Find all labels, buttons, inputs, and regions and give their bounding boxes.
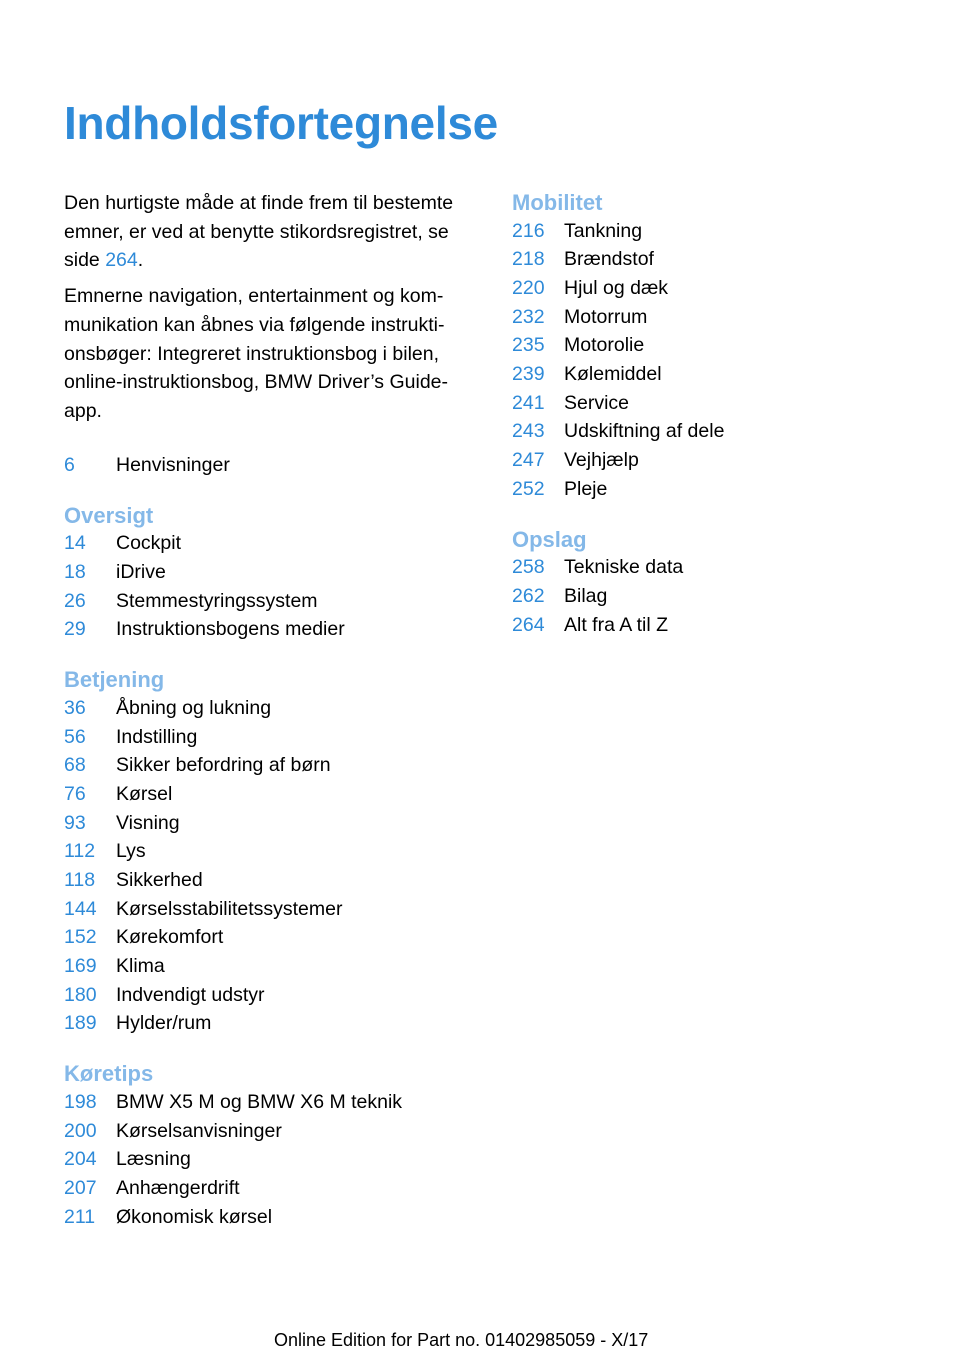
toc-page-number[interactable]: 216	[512, 219, 545, 242]
toc-entry-label[interactable]: Alt fra A til Z	[564, 613, 669, 636]
toc-entry-label[interactable]: Åbning og lukning	[116, 697, 272, 720]
toc-entry[interactable]	[64, 866, 484, 895]
toc-entry-label[interactable]: Motorolie	[564, 334, 645, 357]
toc-page-number[interactable]: 68	[64, 754, 86, 777]
toc-entry[interactable]	[512, 418, 932, 447]
toc-page-number[interactable]: 200	[64, 1119, 97, 1142]
toc-entry[interactable]	[512, 389, 932, 418]
toc-page-number[interactable]: 180	[64, 983, 97, 1006]
toc-entry-label[interactable]: iDrive	[116, 561, 166, 584]
toc-entry-label[interactable]: Sikker befordring af børn	[116, 754, 331, 777]
toc-entry-label[interactable]: Indvendigt udstyr	[116, 983, 265, 1006]
toc-entry-label[interactable]: Kørsel	[116, 783, 173, 806]
toc-entry[interactable]	[64, 616, 484, 645]
toc-entry-label[interactable]: Visning	[116, 811, 180, 834]
toc-entry-label[interactable]: Stemmestyringssystem	[116, 589, 318, 612]
toc-section-title: Oversigt	[64, 502, 154, 528]
toc-entry[interactable]	[64, 752, 484, 781]
toc-entry[interactable]	[512, 446, 932, 475]
toc-section-title: Opslag	[512, 526, 587, 552]
toc-page-number[interactable]: 198	[64, 1090, 97, 1113]
footer-edition-note: Online Edition for Part no. 01402985059 - X/17	[274, 1330, 649, 1350]
toc-page-number[interactable]: 247	[512, 449, 545, 472]
toc-entry[interactable]	[512, 274, 932, 303]
toc-entry[interactable]	[512, 332, 932, 361]
toc-page-number[interactable]: 144	[64, 897, 97, 920]
toc-entry-label[interactable]: Udskiftning af dele	[564, 420, 725, 443]
toc-entry[interactable]	[512, 554, 932, 583]
toc-entry[interactable]	[512, 582, 932, 611]
toc-section-title: Køretips	[64, 1061, 154, 1087]
page-title: Indholdsfortegnelse	[64, 97, 498, 149]
toc-entry[interactable]	[64, 1117, 484, 1146]
toc-section-title: Mobilitet	[512, 190, 603, 215]
toc-section	[64, 665, 484, 1038]
intro-paragraph-1	[64, 189, 484, 275]
toc-entry[interactable]	[64, 981, 484, 1010]
toc-entry-label[interactable]: Hjul og dæk	[564, 277, 669, 300]
toc-page-number[interactable]: 18	[64, 561, 86, 584]
toc-left-column	[64, 451, 484, 1252]
toc-entry-label[interactable]: Hylder/rum	[116, 1012, 212, 1035]
toc-entry-label[interactable]: Service	[564, 391, 630, 414]
toc-page-number[interactable]: 6	[64, 453, 75, 476]
toc-entry[interactable]	[64, 952, 484, 981]
toc-page-number[interactable]: 112	[64, 840, 96, 863]
intro-paragraph-2: Emnerne navigation, entertainment og kom-munikation kan åbnes via følgende instrukti-onsbøger: Integreret instruktionsbog i bilen, online-instruktionsbog, BMW Driver’s Guide-app.	[64, 285, 449, 422]
toc-entry-label[interactable]: Instruktionsbogens medier	[116, 618, 345, 641]
toc-page-number[interactable]: 262	[512, 585, 545, 608]
toc-page-number[interactable]: 36	[64, 697, 86, 720]
toc-page-number[interactable]: 258	[512, 556, 545, 579]
toc-entry[interactable]	[64, 530, 484, 559]
toc-page-number[interactable]: 264	[512, 613, 545, 636]
toc-section	[512, 188, 932, 504]
toc-entry-label[interactable]: Sikkerhed	[116, 869, 203, 892]
toc-entry-label[interactable]: Pleje	[564, 477, 608, 500]
toc-entry-label[interactable]: Henvisninger	[116, 453, 230, 476]
toc-section	[64, 1059, 484, 1231]
toc-page-number[interactable]: 207	[64, 1176, 97, 1199]
toc-entry[interactable]	[64, 451, 484, 480]
toc-entry[interactable]	[512, 611, 932, 640]
intro-text-after-link: .	[137, 249, 144, 272]
toc-page-number[interactable]: 26	[64, 589, 86, 612]
intro-text	[64, 189, 484, 433]
toc-entry-label[interactable]: Kørekomfort	[116, 926, 224, 949]
toc-entry-label[interactable]: Lys	[116, 840, 146, 863]
toc-entry[interactable]	[64, 924, 484, 953]
toc-page-number[interactable]: 152	[64, 926, 97, 949]
toc-page-number[interactable]: 93	[64, 811, 86, 834]
toc-entry[interactable]	[64, 1010, 484, 1039]
toc-entry[interactable]	[64, 1174, 484, 1203]
toc-entry[interactable]	[64, 780, 484, 809]
toc-page-number[interactable]: 211	[64, 1205, 96, 1228]
toc-entry-label[interactable]: BMW X5 M og BMW X6 M teknik	[116, 1090, 403, 1113]
toc-entry-label[interactable]: Kølemiddel	[564, 363, 662, 386]
toc-page-number[interactable]: 76	[64, 783, 86, 806]
toc-page-number[interactable]: 169	[64, 955, 97, 978]
toc-entry-label[interactable]: Økonomisk kørsel	[116, 1205, 273, 1228]
toc-page-number[interactable]: 204	[64, 1148, 97, 1171]
toc-entry[interactable]	[64, 694, 484, 723]
toc-entry[interactable]	[64, 838, 484, 867]
toc-entry-label[interactable]: Anhængerdrift	[116, 1176, 240, 1199]
toc-section	[512, 525, 932, 640]
toc-entry[interactable]	[64, 809, 484, 838]
toc-page-number[interactable]: 189	[64, 1012, 97, 1035]
toc-entry-label[interactable]: Læsning	[116, 1148, 191, 1171]
toc-page-number[interactable]: 220	[512, 277, 545, 300]
toc-entry-label[interactable]: Bilag	[564, 585, 608, 608]
toc-section	[64, 501, 484, 645]
toc-section-title: Betjening	[64, 667, 165, 693]
toc-entry[interactable]	[64, 1145, 484, 1174]
toc-entry[interactable]	[64, 895, 484, 924]
toc-entry-label[interactable]: Cockpit	[116, 532, 182, 555]
toc-entry-label[interactable]: Kørselsstabilitetssystemer	[116, 897, 343, 920]
toc-page-number[interactable]: 241	[512, 391, 545, 414]
toc-section	[64, 451, 484, 480]
toc-entry-label[interactable]: Tekniske data	[564, 556, 684, 579]
toc-page-number[interactable]: 235	[512, 334, 545, 357]
toc-page-number[interactable]: 252	[512, 477, 545, 500]
intro-text-before-link: Den hurtigste måde at finde frem til bestemte emner, er ved at benytte stikordsregistret, se side	[64, 192, 454, 272]
toc-entry[interactable]	[64, 1088, 484, 1117]
toc-entry-label[interactable]: Brændstof	[564, 248, 654, 271]
toc-page-number[interactable]: 243	[512, 420, 545, 443]
index-page-link[interactable]: 264	[105, 249, 138, 272]
toc-entry-label[interactable]: Motorrum	[564, 305, 648, 328]
toc-page-number[interactable]: 232	[512, 305, 545, 328]
toc-page-number[interactable]: 56	[64, 725, 86, 748]
toc-page-number[interactable]: 29	[64, 618, 86, 641]
toc-entry[interactable]	[512, 303, 932, 332]
toc-entry[interactable]	[512, 217, 932, 246]
toc-entry[interactable]	[64, 587, 484, 616]
toc-entry[interactable]	[64, 558, 484, 587]
toc-entry-label[interactable]: Klima	[116, 955, 165, 978]
toc-entry-label[interactable]: Indstilling	[116, 725, 198, 748]
toc-entry-label[interactable]: Kørselsanvisninger	[116, 1119, 282, 1142]
toc-entry[interactable]	[64, 723, 484, 752]
toc-right-column	[512, 188, 932, 661]
toc-entry[interactable]	[512, 360, 932, 389]
toc-page-number[interactable]: 218	[512, 248, 545, 271]
toc-entry[interactable]	[512, 246, 932, 275]
toc-entry-label[interactable]: Vejhjælp	[564, 449, 639, 472]
toc-page-number[interactable]: 239	[512, 363, 545, 386]
toc-page-number[interactable]: 14	[64, 532, 86, 555]
toc-page-number[interactable]: 118	[64, 869, 96, 892]
toc-entry[interactable]	[64, 1203, 484, 1232]
toc-entry-label[interactable]: Tankning	[564, 219, 643, 242]
toc-entry[interactable]	[512, 475, 932, 504]
